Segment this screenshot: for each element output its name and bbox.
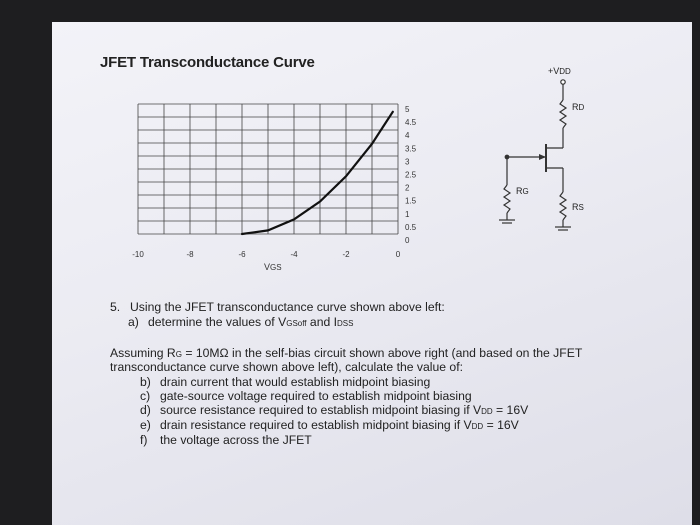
y-tick-label: 0.5 — [405, 222, 417, 232]
question-e: e) drain resistance required to establish midpoint biasing if VDD = 16V — [140, 418, 519, 432]
rd-resistor — [560, 100, 566, 128]
y-tick-label: 4 — [405, 131, 410, 141]
rd-label: RD — [572, 102, 585, 112]
x-tick-label: -8 — [186, 250, 194, 259]
assumption-line-1: Assuming RG = 10MΩ in the self-bias circuit shown above right (and based on the JFET — [110, 346, 583, 360]
x-tick-label: 0 — [395, 250, 401, 259]
y-tick-label: 5 — [405, 105, 410, 114]
y-tick-label: 2.5 — [405, 170, 417, 180]
y-tick-label: 3 — [405, 157, 410, 167]
self-bias-circuit — [499, 80, 571, 230]
rs-label: RS — [572, 202, 584, 212]
question-c: c) gate-source voltage required to establish midpoint biasing — [140, 389, 472, 403]
vdd-terminal — [561, 80, 565, 84]
assumption-line-2: transconductance curve shown above left), calculate the value of: — [110, 360, 463, 374]
chart-title: JFET Transconductance Curve — [100, 54, 315, 71]
x-axis-label: VGS — [264, 262, 282, 272]
question-a: a) determine the values of VGSoff and IDSS — [128, 315, 354, 329]
question-f: f) the voltage across the JFET — [140, 433, 312, 447]
y-tick-label: 2 — [405, 183, 410, 193]
x-tick-label: -10 — [132, 250, 144, 259]
gate-arrow — [539, 154, 546, 160]
vdd-label: +VDD — [548, 66, 571, 76]
question-5: 5. Using the JFET transconductance curve shown above left: — [110, 300, 445, 314]
y-tick-label: 1.5 — [405, 196, 417, 206]
question-b: b) drain current that would establish midpoint biasing — [140, 375, 431, 389]
y-tick-label: 4.5 — [405, 118, 417, 128]
x-tick-label: -4 — [290, 250, 298, 259]
rg-label: RG — [516, 186, 529, 196]
y-tick-label: 0 — [405, 236, 410, 245]
x-tick-label: -2 — [342, 250, 350, 259]
question-d: d) source resistance required to establish midpoint biasing if VDD = 16V — [140, 403, 529, 417]
y-tick-label: 3.5 — [405, 144, 417, 154]
rg-resistor — [504, 185, 510, 213]
x-tick-label: -6 — [238, 250, 246, 259]
y-tick-label: 1 — [405, 209, 410, 219]
rs-resistor — [560, 192, 566, 220]
